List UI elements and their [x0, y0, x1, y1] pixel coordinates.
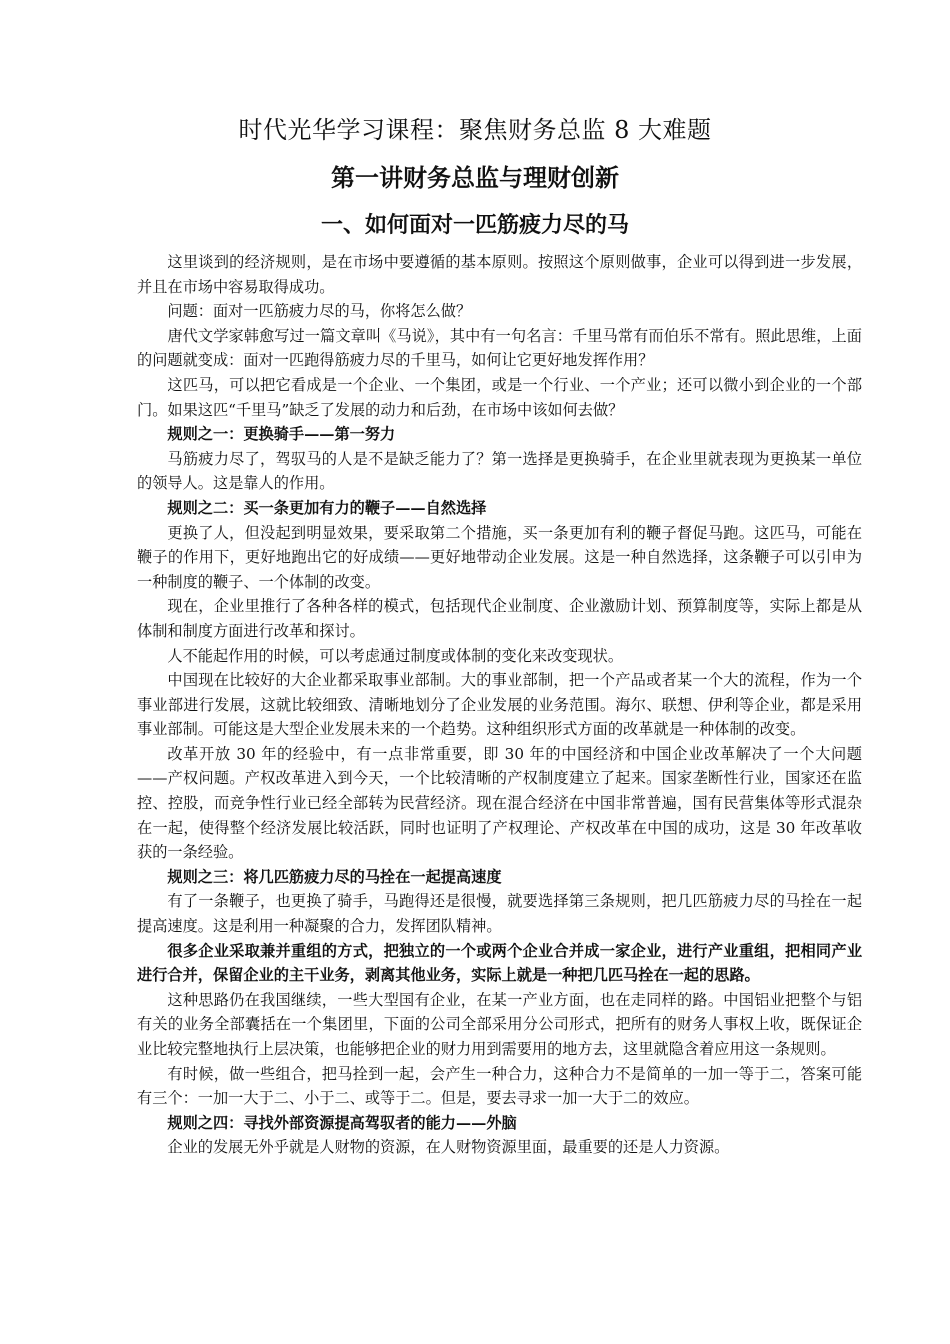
rule-heading: 很多企业采取兼并重组的方式，把独立的一个或两个企业合并成一家企业，进行产业重组，把相同产业进行合并，保留企业的主干业务，剥离其他业务，实际上就是一种把几匹马拴在一起的思路。 — [137, 941, 862, 985]
lecture-title: 第一讲财务总监与理财创新 — [331, 163, 619, 192]
body-paragraph: 人不能起作用的时候，可以考虑通过制度或体制的变化来改变现状。 — [167, 646, 624, 665]
section-title: 一、如何面对一匹筋疲力尽的马 — [320, 212, 629, 238]
body-paragraph: 更换了人，但没起到明显效果，要采取第二个措施，买一条更加有利的鞭子督促马跑。这匹马，可能在鞭子的作用下，更好地跑出它的好成绩——更好地带动企业发展。这是一种自然选择，这条鞭子可以引申为一种制度的鞭子、一个体制的改变。 — [137, 523, 862, 591]
rule-heading: 规则之四：寻找外部资源提高驾驭者的能力——外脑 — [167, 1113, 517, 1132]
body-paragraph: 这里谈到的经济规则，是在市场中要遵循的基本原则。按照这个原则做事，企业可以得到进一步发展，并且在市场中容易取得成功。 — [137, 253, 862, 296]
body-paragraph: 现在，企业里推行了各种各样的模式，包括现代企业制度、企业激励计划、预算制度等，实际上都是从体制和制度方面进行改革和探讨。 — [137, 597, 862, 640]
body-paragraph: 有时候，做一些组合，把马拴到一起，会产生一种合力，这种合力不是简单的一加一等于二，答案可能有三个：一加一大于二、小于二、或等于二。但是，要去寻求一加一大于二的效应。 — [137, 1064, 862, 1108]
rule-heading: 规则之二：买一条更加有力的鞭子——自然选择 — [167, 498, 487, 517]
course-title: 时代光华学习课程：聚焦财务总监 8 大难题 — [238, 116, 712, 144]
document-body — [137, 250, 862, 1160]
body-paragraph: 这种思路仍在我国继续，一些大型国有企业，在某一产业方面，也在走同样的路。中国铝业把整个与铝有关的业务全部囊括在一个集团里，下面的公司全部采用分公司形式，把所有的财务人事权上收，既保证企业比较完整地执行上层决策，也能够把企业的财力用到需要用的地方去，这里就隐含着应用这一条规则。 — [137, 990, 862, 1058]
body-paragraph: 马筋疲力尽了，驾驭马的人是不是缺乏能力了？第一选择是更换骑手，在企业里就表现为更换某一单位的领导人。这是靠人的作用。 — [137, 449, 862, 493]
body-paragraph: 有了一条鞭子，也更换了骑手，马跑得还是很慢，就要选择第三条规则，把几匹筋疲力尽的马拴在一起提高速度。这是利用一种凝聚的合力，发挥团队精神。 — [137, 892, 862, 936]
body-paragraph: 企业的发展无外乎就是人财物的资源，在人财物资源里面，最重要的还是人力资源。 — [167, 1138, 730, 1157]
body-paragraph: 唐代文学家韩愈写过一篇文章叫《马说》，其中有一句名言：千里马常有而伯乐不常有。照此思维，上面的问题就变成：面对一匹跑得筋疲力尽的千里马，如何让它更好地发挥作用？ — [137, 326, 862, 370]
body-paragraph: 问题：面对一匹筋疲力尽的马，你将怎么做？ — [167, 302, 472, 321]
body-paragraph: 改革开放 30 年的经验中，有一点非常重要，即 30 年的中国经济和中国企业改革解决了一个大问题——产权问题。产权改革进入到今天，一个比较清晰的产权制度建立了起来。国家垄断性行业，国家还在监控、控股，而竞争性行业已经全部转为民营经济。现在混合经济在中国非常普遍，国有民营集体等形式混杂在一起，使得整个经济发展比较活跃，同时也证明了产权理论、产权改革在中国的成功，这是 30 年改革收获的一条经验。 — [137, 744, 862, 862]
body-paragraph: 这匹马，可以把它看成是一个企业、一个集团，或是一个行业、一个产业；还可以微小到企业的一个部门。如果这匹“千里马”缺乏了发展的动力和后劲，在市场中该如何去做？ — [137, 375, 862, 419]
rule-heading: 规则之一：更换骑手——第一努力 — [167, 425, 396, 444]
body-paragraph: 中国现在比较好的大企业都采取事业部制。大的事业部制，把一个产品或者某一个大的流程，作为一个事业部进行发展，这就比较细致、清晰地划分了企业发展的业务范围。海尔、联想、伊利等企业，都是采用事业部制。可能这是大型企业发展未来的一个趋势。这种组织形式方面的改革就是一种体制的改变。 — [137, 671, 862, 739]
rule-heading: 规则之三：将几匹筋疲力尽的马拴在一起提高速度 — [167, 867, 502, 886]
